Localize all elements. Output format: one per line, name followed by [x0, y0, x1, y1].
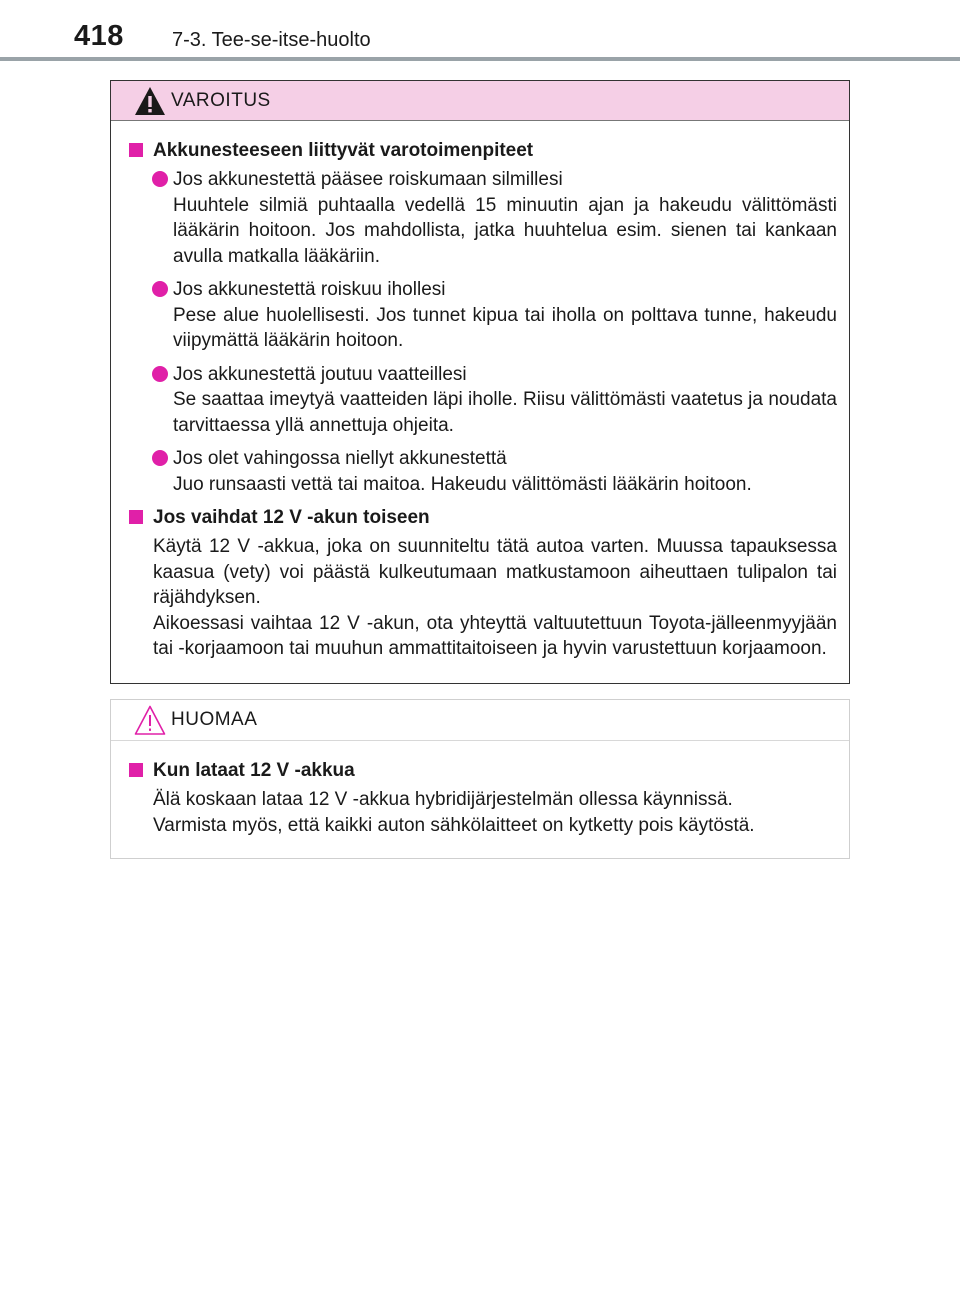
round-bullet-icon [152, 450, 168, 466]
bullet-text: Pese alue huolellisesti. Jos tunnet kipua tai iholla on polttava tunne, hakeudu viipymättä lääkärin hoitoon. [173, 304, 837, 351]
warning-body [111, 121, 849, 662]
paragraph: Varmista myös, että kaikki auton sähkölaitteet on kytketty pois käytöstä. [153, 814, 755, 836]
caution-triangle-outline-icon [133, 704, 167, 736]
warning-triangle-icon [133, 85, 167, 117]
square-bullet-icon [129, 763, 143, 777]
bullet-text: Se saattaa imeytyä vaatteiden läpi iholle. Riisu välittömästi vaatetus ja noudata tarvittaessa yllä annettuja ohjeita. [173, 389, 837, 436]
bullet-title: Jos olet vahingossa niellyt akkunestettä [173, 448, 507, 469]
page-header [0, 0, 960, 64]
bullet-text: Juo runsaasti vettä tai maitoa. Hakeudu välittömästi lääkärin hoitoon. [173, 473, 752, 495]
list-item [129, 167, 837, 269]
list-item [129, 446, 837, 497]
notice-header [111, 700, 849, 741]
header-rule [0, 57, 960, 61]
notice-box [110, 699, 850, 859]
round-bullet-icon [152, 366, 168, 382]
warning-header [111, 81, 849, 121]
square-bullet-icon [129, 143, 143, 157]
square-bullet-icon [129, 510, 143, 524]
section-heading: Jos vaihdat 12 V -akun toiseen [129, 505, 837, 530]
bullet-title: Jos akkunestettä roiskuu ihollesi [173, 279, 446, 300]
bullet-text: Huuhtele silmiä puhtaalla vedellä 15 minuutin ajan ja hakeudu välittömästi lääkärin hoitoon. Jos mahdollista, jatka huuhtelua esim. sienen tai kankaan avulla matkalla lääkäriin. [173, 194, 837, 267]
page-number: 418 [74, 20, 124, 52]
paragraph: Aikoessasi vaihtaa 12 V -akun, ota yhteyttä valtuutettuun Toyota-jälleenmyyjään tai -korjaamoon tai muuhun ammattitaitoiseen ja hyvin varustettuun korjaamoon. [153, 612, 837, 659]
section-heading: Kun lataat 12 V -akkua [129, 758, 837, 783]
round-bullet-icon [152, 281, 168, 297]
paragraph: Älä koskaan lataa 12 V -akkua hybridijärjestelmän ollessa käynnissä. [153, 789, 733, 810]
notice-body [111, 741, 849, 838]
section-heading: Akkunesteeseen liittyvät varotoimenpiteet [129, 138, 837, 163]
list-item [129, 362, 837, 439]
paragraph: Käytä 12 V -akkua, joka on suunniteltu tätä autoa varten. Muussa tapauksessa kaasua (vety) voi päästä kulkeutumaan matkustamoon aiheuttaen tulipalon tai räjähdyksen. [153, 536, 837, 608]
warning-box [110, 80, 850, 684]
section-title: 7-3. Tee-se-itse-huolto [172, 29, 371, 51]
list-item [129, 277, 837, 354]
bullet-title: Jos akkunestettä pääsee roiskumaan silmillesi [173, 169, 563, 190]
warning-title: VAROITUS [171, 90, 271, 111]
round-bullet-icon [152, 171, 168, 187]
bullet-title: Jos akkunestettä joutuu vaatteillesi [173, 363, 467, 385]
notice-title: HUOMAA [171, 709, 258, 730]
